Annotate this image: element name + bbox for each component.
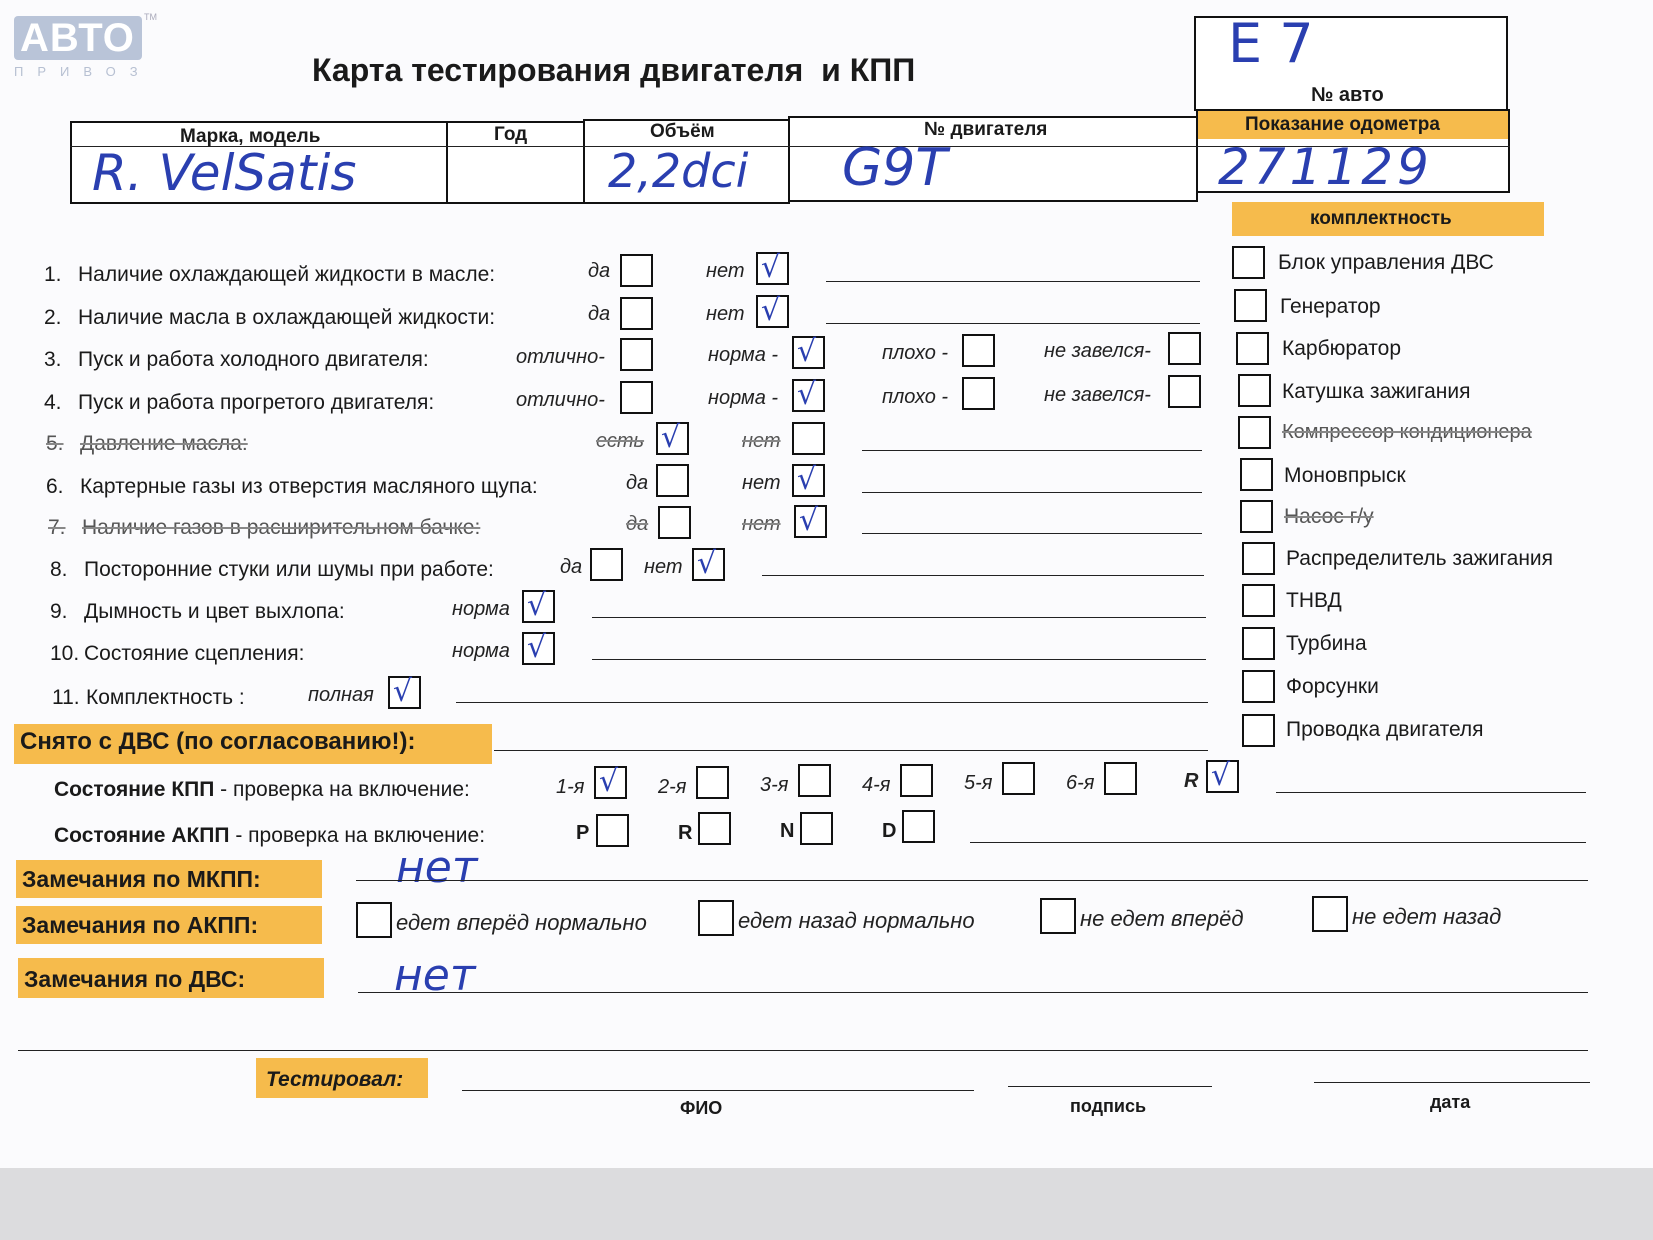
completeness-ecu-checkbox[interactable]	[1232, 246, 1265, 279]
removed-label: Снято с ДВС (по согласованию!):	[20, 728, 416, 755]
tested-date-caption: дата	[1430, 1092, 1471, 1112]
kpp-gear-4-label: 4-я	[862, 774, 891, 796]
item-3-label: Пуск и работа холодного двигателя:	[78, 348, 429, 371]
item-1-label: Наличие охлаждающей жидкости в масле:	[78, 263, 496, 286]
kpp-gear-4-checkbox[interactable]	[900, 764, 933, 797]
item-8-yes-checkbox[interactable]	[590, 548, 623, 581]
item-5-yes-checkbox[interactable]	[656, 422, 689, 455]
logo-tm: TM	[144, 12, 157, 22]
item-2-opt-yes: да	[588, 303, 611, 325]
item-8-number: 8.	[50, 558, 68, 581]
completeness-distributor-checkbox[interactable]	[1242, 542, 1275, 575]
item-9-number: 9.	[50, 600, 68, 623]
item-8-opt-yes: да	[560, 556, 583, 578]
item-2-no-checkbox[interactable]	[756, 295, 789, 328]
completeness-pump-checkbox[interactable]	[1240, 500, 1273, 533]
item-4-label: Пуск и работа прогретого двигателя:	[78, 391, 435, 414]
completeness-distributor-label: Распределитель зажигания	[1286, 547, 1554, 570]
completeness-wiring-label: Проводка двигателя	[1286, 718, 1484, 741]
item-3-opt-nostart: не завелся-	[1044, 340, 1151, 362]
check-mark-icon: √	[697, 546, 717, 581]
kpp-label-bold: Состояние КПП	[54, 778, 215, 801]
completeness-compressor-checkbox[interactable]	[1238, 416, 1271, 449]
item-4-opt-normal: норма -	[708, 387, 779, 409]
item-3-opt-bad: плохо -	[882, 342, 949, 364]
akpp-mode-p-label: P	[576, 822, 590, 844]
item-10-label: Состояние сцепления:	[84, 642, 305, 665]
tested-fio-caption: ФИО	[680, 1098, 723, 1118]
item-6-number: 6.	[46, 475, 64, 498]
value-odometer: 271129	[1218, 138, 1433, 196]
item-1-yes-checkbox[interactable]	[620, 254, 653, 287]
item-8-label: Посторонние стуки или шумы при работе:	[84, 558, 494, 581]
kpp-gear-3-checkbox[interactable]	[798, 764, 831, 797]
remarks-dvs-label: Замечания по ДВС:	[24, 966, 246, 992]
akpp-label-bold: Состояние АКПП	[54, 824, 230, 847]
completeness-carburetor-checkbox[interactable]	[1236, 332, 1269, 365]
kpp-gear-r-label: R	[1184, 770, 1199, 792]
akpp-mode-r-label: R	[678, 822, 693, 844]
auto-number-value: E 7	[1228, 12, 1314, 75]
check-mark-icon: √	[599, 764, 619, 799]
kpp-gear-6-label: 6-я	[1066, 772, 1095, 794]
item-5-opt-no: нет	[742, 430, 781, 452]
check-mark-icon: √	[1211, 758, 1231, 793]
completeness-coil-label: Катушка зажигания	[1282, 380, 1471, 403]
completeness-generator-label: Генератор	[1280, 295, 1381, 318]
item-9-label: Дымность и цвет выхлопа:	[84, 600, 345, 623]
header-label-brand: Марка, модель	[180, 126, 321, 147]
check-mark-icon: √	[797, 377, 817, 412]
tested-sign-caption: подпись	[1070, 1096, 1147, 1116]
item-3-normal-checkbox[interactable]	[792, 336, 825, 369]
item-3-opt-excellent: отлично-	[516, 346, 605, 368]
item-8-no-checkbox[interactable]	[692, 548, 725, 581]
kpp-label-rest: - проверка на включение:	[214, 778, 470, 801]
completeness-tnvd-checkbox[interactable]	[1242, 584, 1275, 617]
item-7-yes-checkbox[interactable]	[658, 506, 691, 539]
akpp-forward-ok-checkbox[interactable]	[356, 902, 392, 938]
item-7-label: Наличие газов в расширительном бачке:	[82, 516, 481, 539]
kpp-gear-6-checkbox[interactable]	[1104, 762, 1137, 795]
remarks-mkpp-value: нет	[396, 842, 478, 893]
completeness-coil-checkbox[interactable]	[1238, 374, 1271, 407]
item-7-no-checkbox[interactable]	[794, 505, 827, 538]
akpp-no-backward-label: не едет назад	[1352, 904, 1502, 929]
kpp-label	[54, 778, 470, 802]
kpp-gear-2-checkbox[interactable]	[696, 766, 729, 799]
item-11-full-checkbox[interactable]	[388, 676, 421, 709]
remarks-mkpp-label: Замечания по МКПП:	[22, 866, 261, 892]
akpp-mode-r-checkbox[interactable]	[698, 812, 731, 845]
completeness-pump-label: Насос г/у	[1284, 505, 1374, 528]
item-7-number: 7.	[48, 516, 66, 539]
akpp-mode-d-checkbox[interactable]	[902, 810, 935, 843]
item-10-number: 10.	[50, 642, 80, 665]
header-label-odometer: Показание одометра	[1245, 114, 1440, 135]
item-11-opt-full: полная	[308, 684, 374, 706]
tested-label: Тестировал:	[266, 1068, 404, 1091]
completeness-injectors-checkbox[interactable]	[1242, 670, 1275, 703]
item-7-opt-yes: да	[626, 513, 649, 535]
kpp-gear-5-label: 5-я	[964, 772, 993, 794]
header-label-volume: Объём	[650, 121, 715, 142]
check-mark-icon: √	[661, 420, 681, 455]
kpp-gear-r-checkbox[interactable]	[1206, 760, 1239, 793]
completeness-monoinjection-checkbox[interactable]	[1240, 458, 1273, 491]
item-8-opt-no: нет	[644, 556, 683, 578]
item-5-no-checkbox[interactable]	[792, 422, 825, 455]
completeness-carburetor-label: Карбюратор	[1282, 337, 1402, 360]
check-mark-icon: √	[527, 630, 547, 665]
item-4-opt-excellent: отлично-	[516, 389, 605, 411]
akpp-mode-p-checkbox[interactable]	[596, 814, 629, 847]
auto-number-label: № авто	[1311, 84, 1384, 106]
item-4-excellent-checkbox[interactable]	[620, 381, 653, 414]
akpp-mode-n-checkbox[interactable]	[800, 812, 833, 845]
remarks-akpp-label: Замечания по АКПП:	[22, 912, 259, 938]
check-mark-icon: √	[761, 250, 781, 285]
logo-text: АВТО	[20, 16, 135, 60]
completeness-compressor-label: Компрессор кондиционера	[1282, 421, 1532, 443]
item-3-bad-checkbox[interactable]	[962, 334, 995, 367]
completeness-turbo-label: Турбина	[1286, 632, 1367, 655]
akpp-no-backward-checkbox[interactable]	[1312, 896, 1348, 932]
kpp-gear-2-label: 2-я	[658, 776, 687, 798]
item-4-normal-checkbox[interactable]	[792, 379, 825, 412]
value-volume: 2,2dci	[608, 144, 749, 198]
item-1-no-checkbox[interactable]	[756, 252, 789, 285]
item-5-number: 5.	[46, 432, 64, 455]
item-4-bad-checkbox[interactable]	[962, 377, 995, 410]
akpp-mode-d-label: D	[882, 820, 897, 842]
item-10-normal-checkbox[interactable]	[522, 632, 555, 665]
completeness-injectors-label: Форсунки	[1286, 675, 1379, 698]
value-brand: R. VelSatis	[92, 144, 357, 202]
header-label-engine: № двигателя	[924, 119, 1048, 140]
check-mark-icon: √	[761, 293, 781, 328]
akpp-no-forward-checkbox[interactable]	[1040, 898, 1076, 934]
kpp-gear-5-checkbox[interactable]	[1002, 762, 1035, 795]
check-mark-icon: √	[393, 674, 413, 709]
completeness-monoinjection-label: Моновпрыск	[1284, 464, 1406, 487]
item-4-opt-nostart: не завелся-	[1044, 384, 1151, 406]
completeness-turbo-checkbox[interactable]	[1242, 627, 1275, 660]
item-11-number: 11.	[52, 686, 80, 709]
akpp-forward-ok-label: едет вперёд нормально	[396, 910, 647, 935]
check-mark-icon: √	[799, 503, 819, 538]
akpp-backward-ok-label: едет назад нормально	[738, 908, 975, 933]
item-6-opt-no: нет	[742, 472, 781, 494]
item-4-opt-bad: плохо -	[882, 386, 949, 408]
item-2-number: 2.	[44, 306, 62, 329]
item-4-nostart-checkbox[interactable]	[1168, 375, 1201, 408]
item-3-nostart-checkbox[interactable]	[1168, 332, 1201, 365]
item-1-opt-yes: да	[588, 260, 611, 282]
item-4-number: 4.	[44, 391, 62, 414]
item-3-excellent-checkbox[interactable]	[620, 338, 653, 371]
item-5-label: Давление масла:	[80, 432, 248, 455]
item-9-normal-checkbox[interactable]	[522, 590, 555, 623]
item-3-number: 3.	[44, 348, 62, 371]
akpp-mode-n-label: N	[780, 820, 795, 842]
remarks-dvs-value: нет	[394, 950, 476, 1001]
check-mark-icon: √	[797, 334, 817, 369]
logo-sub: ПРИВОЗ	[14, 64, 152, 79]
item-9-opt-normal: норма	[452, 598, 510, 620]
completeness-tnvd-label: ТНВД	[1286, 589, 1342, 612]
kpp-gear-1-label: 1-я	[556, 776, 585, 798]
check-mark-icon: √	[797, 462, 817, 497]
item-5-opt-yes: есть	[596, 430, 645, 452]
akpp-backward-ok-checkbox[interactable]	[698, 900, 734, 936]
completeness-ecu-label: Блок управления ДВС	[1278, 251, 1494, 274]
check-mark-icon: √	[527, 588, 547, 623]
item-6-no-checkbox[interactable]	[792, 464, 825, 497]
item-11-label: Комплектность :	[86, 686, 245, 709]
value-engine: G9T	[842, 138, 948, 198]
logo	[14, 16, 142, 60]
item-7-opt-no: нет	[742, 513, 781, 535]
item-1-number: 1.	[44, 263, 62, 286]
kpp-gear-1-checkbox[interactable]	[594, 766, 627, 799]
akpp-label-rest: - проверка на включение:	[229, 824, 486, 847]
item-3-opt-normal: норма -	[708, 344, 779, 366]
item-2-yes-checkbox[interactable]	[620, 297, 653, 330]
completeness-wiring-checkbox[interactable]	[1242, 714, 1275, 747]
item-6-opt-yes: да	[626, 472, 649, 494]
header-label-year: Год	[494, 124, 528, 145]
item-10-opt-normal: норма	[452, 640, 510, 662]
akpp-no-forward-label: не едет вперёд	[1080, 906, 1244, 931]
page-title: Карта тестирования двигателя и КПП	[312, 52, 916, 88]
completeness-generator-checkbox[interactable]	[1234, 289, 1267, 322]
item-1-opt-no: нет	[706, 260, 745, 282]
item-2-opt-no: нет	[706, 303, 745, 325]
item-6-yes-checkbox[interactable]	[656, 464, 689, 497]
completeness-title: комплектность	[1310, 208, 1452, 229]
item-6-label: Картерные газы из отверстия масляного щупа:	[80, 475, 538, 498]
item-2-label: Наличие масла в охлаждающей жидкости:	[78, 306, 496, 329]
kpp-gear-3-label: 3-я	[760, 774, 789, 796]
